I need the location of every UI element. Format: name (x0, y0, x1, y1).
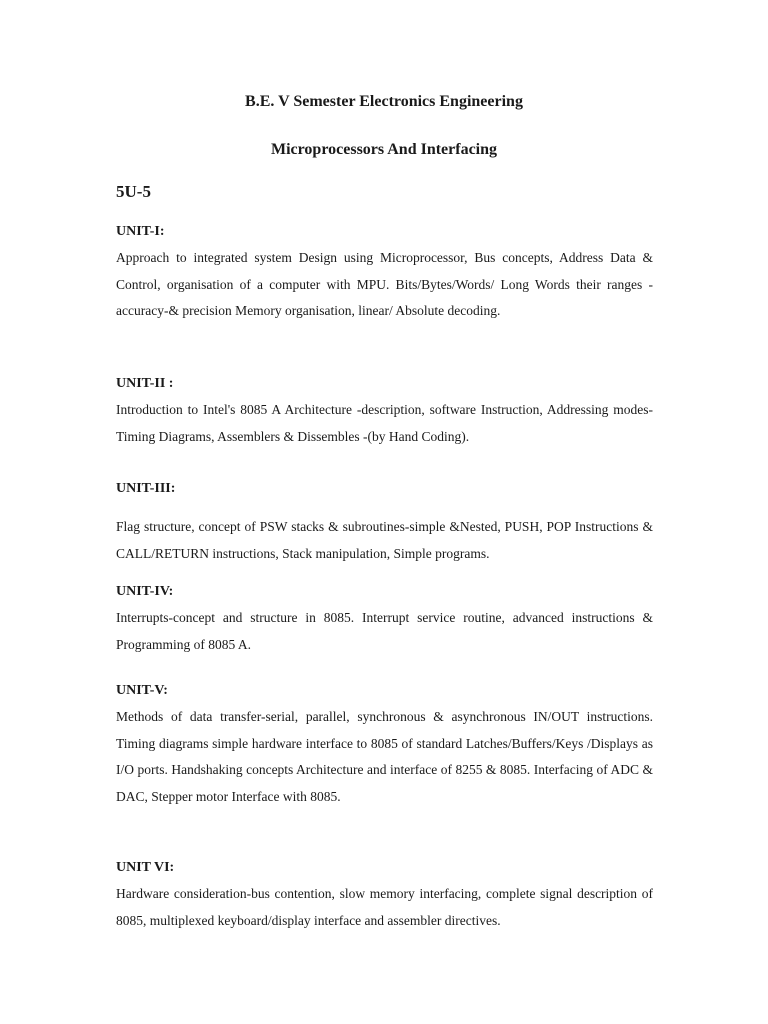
unit-6-body: Hardware consideration-bus contention, slow memory interfacing, complete signal description of 8085, multiplexed keyboard/display interface and assembler directives. (116, 886, 653, 928)
unit-6-heading: UNIT VI: (116, 860, 175, 875)
unit-2-body: Introduction to Intel's 8085 A Architecture -description, software Instruction, Addressing modes-Timing Diagrams, Assemblers & Dissembles -(by Hand Coding). (116, 402, 653, 444)
unit-4-body: Interrupts-concept and structure in 8085. Interrupt service routine, advanced instructions & Programming of 8085 A. (116, 610, 653, 652)
unit-3-heading: UNIT-III: (116, 481, 176, 496)
unit-4-section (116, 582, 653, 658)
unit-6-section (116, 858, 653, 934)
subject-title: Microprocessors And Interfacing (270, 141, 498, 158)
document-title: B.E. V Semester Electronics Engineering (245, 93, 523, 110)
unit-2-section (116, 374, 653, 450)
unit-5-body: Methods of data transfer-serial, parallel, synchronous & asynchronous IN/OUT instructions. Timing diagrams simple hardware interface to 8085 of standard Latches/Buffers/Keys /Displays as I/O ports. Handshaking concepts Architecture and interface of 8255 & 8085. Interfacing of ADC & DAC, Stepper motor Interface with 8085. (116, 709, 653, 804)
unit-3-section (116, 479, 653, 567)
unit-3-body: Flag structure, concept of PSW stacks & subroutines-simple &Nested, PUSH, POP Instructions & CALL/RETURN instructions, Stack manipulation, Simple programs. (116, 519, 653, 561)
course-code: 5U-5 (116, 182, 151, 201)
unit-4-heading: UNIT-IV: (116, 584, 174, 599)
unit-5-section (116, 681, 653, 810)
unit-1-heading: UNIT-I: (116, 224, 165, 239)
unit-1-body: Approach to integrated system Design using Microprocessor, Bus concepts, Address Data & Control, organisation of a computer with MPU. Bits/Bytes/Words/ Long Words their ranges - accuracy-& precision Memory organisation, linear/ Absolute decoding. (116, 250, 653, 319)
unit-2-heading: UNIT-II : (116, 376, 174, 391)
unit-5-heading: UNIT-V: (116, 683, 168, 698)
unit-1-section (116, 222, 653, 325)
